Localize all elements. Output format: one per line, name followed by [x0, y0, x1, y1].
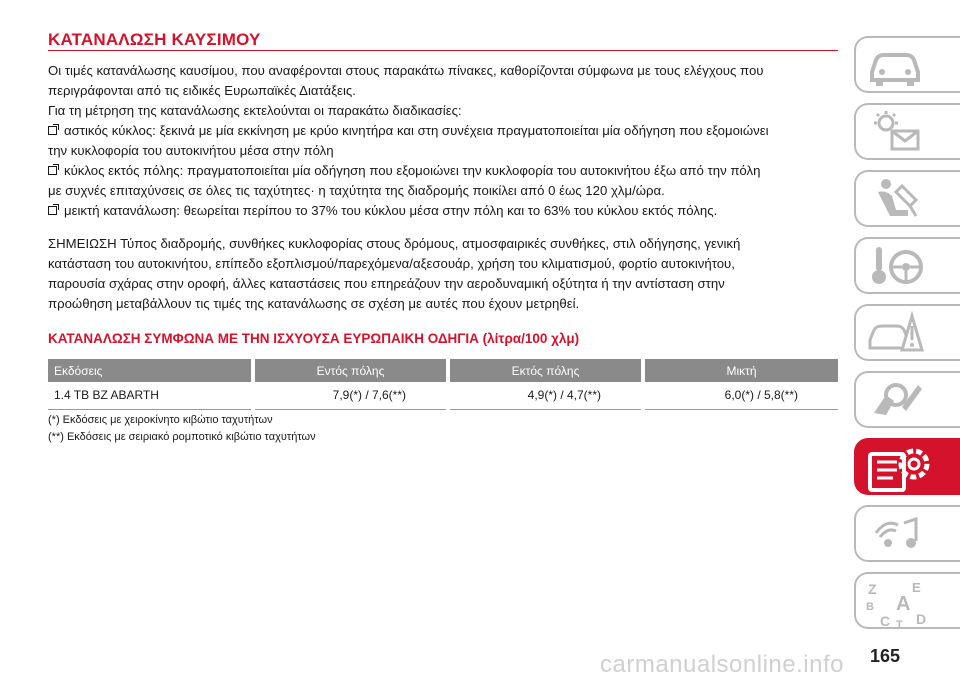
watermark: carmanualsonline.info [600, 651, 844, 678]
bullet-continuation: την κυκλοφορία του αυτοκινήτου μέσα στην πόλη [48, 143, 334, 158]
bullet-item [48, 201, 838, 221]
bullet-continuation: με συχνές επιταχύνσεις σε όλες τις ταχύτητες· η ταχύτητα της διαδρομής ποικίλει από 0 έως 120 χλμ/ώρα. [48, 183, 665, 198]
table-cell: 4,9(*) / 4,7(**) [448, 382, 643, 409]
page-content [48, 30, 838, 446]
page-title: ΚΑΤΑΝΑΛΩΣΗ ΚΑΥΣΙΜΟΥ [48, 30, 261, 49]
page-number: 165 [870, 646, 901, 666]
index-letter: A [896, 593, 911, 615]
tab-warning-lights[interactable] [854, 103, 960, 160]
index-letters-icon [866, 578, 936, 630]
tab-safety[interactable] [854, 170, 960, 227]
table-cell: 1.4 TB BZ ABARTH [48, 382, 253, 409]
tab-specifications[interactable] [854, 438, 960, 495]
footnote: (*) Εκδόσεις με χειροκίνητο κιβώτιο ταχυτήτων [48, 413, 273, 426]
index-letter: Z [868, 581, 877, 597]
table-cell: 6,0(*) / 5,8(**) [643, 382, 838, 409]
column-header: Εκτός πόλης [448, 359, 643, 382]
bullet-item [48, 121, 838, 141]
index-letter: D [916, 611, 927, 627]
emergency-icon [866, 310, 926, 356]
bullet-text: μεικτή κατανάλωση: θεωρείται περίπου το 37% του κύκλου μέσα στην πόλη και το 63% του κύκλου εκτός πόλης. [64, 203, 718, 218]
bullet-checkbox-icon [48, 206, 57, 215]
table-header-row [48, 359, 838, 382]
note-line-3: παρουσία σχάρας στην οροφή, άλλες καταστάσεις που επηρεάζουν την αεροδυναμική οξύτητα ή την αντίσταση στην [48, 276, 725, 291]
table-row [48, 382, 838, 409]
column-header: Εντός πόλης [253, 359, 448, 382]
intro-line-3: Για τη μέτρηση της κατανάλωσης εκτελούνται οι παρακάτω διαδικασίες: [48, 103, 462, 118]
index-letter: C [880, 613, 891, 629]
index-letter: T [896, 619, 903, 630]
note-line-1: ΣΗΜΕΙΩΣΗ Τύπος διαδρομής, συνθήκες κυκλοφορίας στους δρόμους, ατμοσφαιρικές συνθήκες, στιλ οδήγησης, γενική [48, 236, 741, 251]
bullet-line: κύκλος εκτός πόλης: πραγματοποιείται μία οδήγηση που εξομοιώνει την κυκλοφορία του αυτοκινήτου έξω από την πόλη [64, 163, 761, 178]
intro-line-2: περιγράφονται από τις ειδικές Ευρωπαϊκές Διατάξεις. [48, 83, 356, 98]
title-divider [48, 50, 838, 51]
footnote: (**) Εκδόσεις με σειριακό ρομποτικό κιβώτιο ταχυτήτων [48, 430, 316, 443]
bullet-checkbox-icon [48, 166, 57, 175]
tab-dashboard[interactable] [854, 36, 960, 93]
index-letter: E [912, 580, 921, 595]
note-line-2: κατάσταση του αυτοκινήτου, επίπεδο εξοπλισμού/παρεχόμενα/αξεσουάρ, χρήση του κλιματισμού, φορτίο αυτοκινήτου, [48, 256, 735, 271]
note-line-4: προώθηση μεταβάλλουν τις τιμές της κατανάλωσης σε σχέση με αυτές που έχουν μετρηθεί. [48, 296, 580, 311]
tab-maintenance[interactable] [854, 371, 960, 428]
table-title: ΚΑΤΑΝΑΛΩΣΗ ΣΥΜΦΩΝΑ ΜΕ ΤΗΝ ΙΣΧΥΟΥΣΑ ΕΥΡΩΠΑΙΚΗ ΟΔΗΓΙΑ (λίτρα/100 χλμ) [48, 331, 580, 346]
seat-safety-icon [866, 176, 926, 222]
maintenance-icon [866, 377, 926, 423]
tab-index[interactable] [854, 572, 960, 629]
column-header: Μικτή [643, 359, 838, 382]
bullet-item [48, 161, 838, 181]
steering-key-icon [866, 243, 926, 289]
tab-emergency[interactable] [854, 304, 960, 361]
bullet-text [64, 121, 769, 141]
index-letter: B [866, 601, 874, 613]
bullet-text [64, 161, 760, 181]
tab-multimedia[interactable] [854, 505, 960, 562]
bullet-checkbox-icon [48, 126, 57, 135]
bullet-line: αστικός κύκλος: ξεκινά με μία εκκίνηση με κρύο κινητήρα και στη συνέχεια πραγματοποιείται μία οδήγηση που εξομοιώνει [64, 123, 769, 138]
intro-line-1: Οι τιμές κατανάλωσης καυσίμου, που αναφέρονται στους παρακάτω πίνακες, καθορίζονται σύμφωνα με τους ελέγχους που [48, 63, 764, 78]
dashboard-car-icon [866, 42, 926, 88]
table-cell: 7,9(*) / 7,6(**) [253, 382, 448, 409]
chapter-tabs [854, 0, 960, 678]
consumption-table [48, 359, 838, 410]
column-header: Εκδόσεις [48, 359, 253, 382]
warning-lights-icon [866, 109, 926, 155]
multimedia-icon [866, 511, 926, 557]
specs-gear-icon [866, 444, 936, 496]
tab-starting-driving[interactable] [854, 237, 960, 294]
